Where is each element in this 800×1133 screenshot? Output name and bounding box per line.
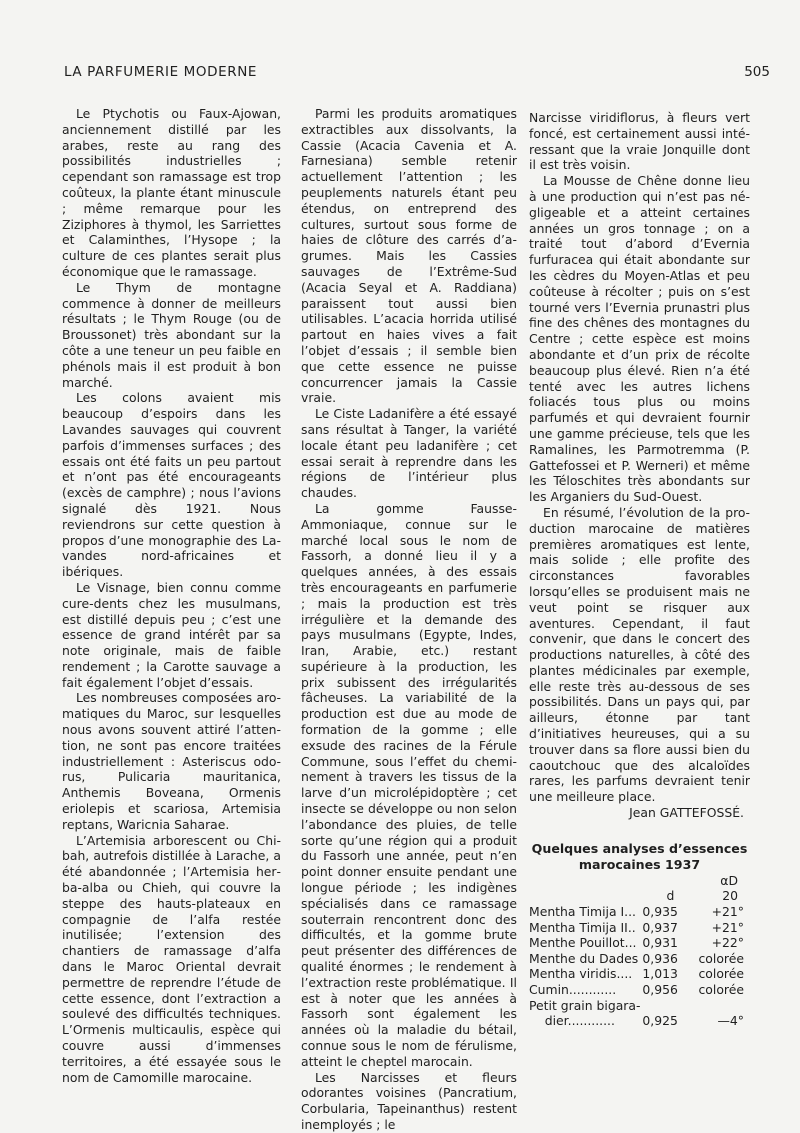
table-row xyxy=(529,920,750,936)
column-right xyxy=(529,110,750,1029)
analyses-table xyxy=(529,873,750,1029)
essence-name: Mentha Timija I... xyxy=(529,904,636,920)
paragraph: Parmi les produits aromatiques extractibles aux dissolvants, la Cassie (Acacia Cavenia et A. Farnesiana) semble retenir actuellement l’attention ; les peuplements naturels étant peu étendus, on entreprend des cultures, surtout sous forme de haies de clôture des carrés d’agrumes. Mais les Cassies sauvages de l’Extrême-Sud (Acacia Seyal et A. Raddiana) paraissent tout aussi bien utilisables. L’acacia horrida utilisé partout en haies vives a fait l’objet d’essais ; il semble bien que cette essence ne puisse concurrencer jamais la Cassie vraie. xyxy=(301,106,517,406)
header-density: d xyxy=(666,888,675,904)
analyses-title-line: marocaines 1937 xyxy=(578,856,701,872)
page-header xyxy=(64,64,770,84)
paragraph: Les Narcisses et fleurs odorantes voisines (Pancratium, Corbularia, Tapeinanthus) restent inemployés ; le xyxy=(301,1069,517,1132)
paragraph: L’Artemisia arborescent ou Chibah, autrefois distillée à Larache, a été abandonnée ; l’Artemisia herba-alba ou Chieh, qui couvre la steppe des hauts-plateaux en compagnie de l’alfa restée inutilisée; l’extension des chantiers de ramassage d’alfa dans le Maroc Oriental devrait permettre de reprendre l’étude de cette essence, dont l’extraction a soulevé des difficultés techniques. L’Ormenis multicaulis, espèce qui couvre aussi d’immenses territoires, a été essayée sous le nom de Camomille marocaine. xyxy=(62,832,281,1085)
essence-rotation: colorée xyxy=(698,982,744,998)
column-middle xyxy=(301,106,517,1133)
essence-density: 0,935 xyxy=(642,904,678,920)
essence-rotation xyxy=(699,998,751,1014)
author-signature: Jean GATTEFOSSÉ. xyxy=(629,805,744,821)
paragraph: Les nombreuses composées aromatiques du Maroc, sur lesquelles nous avons souvent attiré l’attention, ne sont pas encore traitées industriellement : Asteriscus odorus, Pulicaria mauritanica, Anthemis Boveana, Ormenis eriolepis et scariosa, Artemisia reptans, Waricnia Saharae. xyxy=(62,690,281,832)
header-rotation: αD xyxy=(720,872,738,888)
essence-name: Petit grain bigara- xyxy=(529,997,641,1013)
table-header-row xyxy=(529,888,750,904)
column-left xyxy=(62,106,281,1085)
paragraph: En résumé, l’évolution de la production marocaine de matières premières aromatiques est lente, mais solide ; elle profite des circonstances favorables lorsqu’elles se produisent mais ne veut point se risquer aux aventures. Cependant, il faut convenir, que dans le concert des productions naturelles, à côté des plantes médicinales par exemple, elle reste très au-dessous de ses possibilités. Dans un pays qui, par ailleurs, étonne par tant d’initiatives heureuses, qui a su trouver dans sa flore aussi bien du caoutchouc que des alcaloïdes rares, les parfums devraient tenir une meilleure place. xyxy=(529,504,750,805)
essence-density: 0,956 xyxy=(642,982,678,998)
table-row xyxy=(529,1013,750,1029)
essence-density: 1,013 xyxy=(642,966,678,982)
table-row xyxy=(529,935,750,951)
essence-density: 0,931 xyxy=(642,935,678,951)
running-title: LA PARFUMERIE MODERNE xyxy=(64,64,258,80)
essence-rotation: —4° xyxy=(717,1013,744,1029)
table-row xyxy=(529,951,750,967)
table-row xyxy=(529,982,750,998)
table-row xyxy=(529,998,750,1014)
essence-name: dier............ xyxy=(529,1013,615,1029)
table-row xyxy=(529,966,750,982)
essence-density xyxy=(642,998,698,1014)
essence-name: Menthe Pouillot... xyxy=(529,935,637,951)
essence-density: 0,937 xyxy=(642,919,678,935)
table-header-row xyxy=(529,873,750,889)
header-temperature: 20 xyxy=(722,888,738,904)
paragraph: La gomme Fausse-Ammoniaque, connue sur le marché local sous le nom de Fassorh, a donné lieu il y a quelques années, à des essais très encourageants en parfumerie ; mais la production est très irrégulière et la demande des pays musulmans (Egypte, Indes, Iran, Arabie, etc.) restant supérieure à la production, les prix subissent des irrégularités fâcheuses. La variabilité de la production est due au mode de formation de la gomme ; elle exsude des racines de la Férule Commune, sous l’effet du cheminement à travers les tissus de la larve d’un microlépidoptère ; cet insecte se développe ou non selon l’abondance des pluies, de telle sorte qu’une région qui a produit du Fassorh une année, peut n’en point donner ensuite pendant une longue période ; les indigènes spécialisés dans ce ramassage souterrain rencontrent donc des difficultés, et la gomme brute peut présenter des différences de qualité énormes ; le rendement à l’extraction reste problématique. Il est à noter que les années à Fassorh sont également les années où la maladie du bétail, connue sous le nom de férulisme, atteint le cheptel marocain. xyxy=(301,500,517,1069)
page-number: 505 xyxy=(744,64,770,80)
essence-density: 0,925 xyxy=(642,1013,678,1029)
essence-name: Mentha viridis.... xyxy=(529,966,633,982)
essence-name: Mentha Timija II.. xyxy=(529,919,636,935)
paragraph-continued: Narcisse viridiflorus, à fleurs vert foncé, est certainement aussi intéressant que la vraie Jonquille dont il est très voisin. xyxy=(529,110,750,173)
paragraph: Le Ciste Ladanifère a été essayé sans résultat à Tanger, la variété locale étant peu ladanifère ; cet essai serait à reprendre dans les régions de l’intérieur plus chaudes. xyxy=(301,406,517,501)
paragraph: Le Ptychotis ou Faux-Ajowan, anciennement distillé par les arabes, reste au rang des possibilités industrielles ; cependant son ramassage est trop coûteux, la plante étant minuscule ; même remarque pour les Ziziphores à thymol, les Sarriettes et Calaminthes, l’Hysope ; la culture de ces plantes serait plus économique que le ramassage. xyxy=(62,106,281,279)
analyses-title xyxy=(529,841,750,873)
essence-name: Cumin............ xyxy=(529,982,617,998)
essence-rotation: colorée xyxy=(698,950,744,966)
essence-rotation: +22° xyxy=(711,935,744,951)
essence-rotation: +21° xyxy=(711,919,744,935)
table-row xyxy=(529,904,750,920)
essence-rotation: colorée xyxy=(698,966,744,982)
paragraph: Le Visnage, bien connu comme cure-dents chez les musulmans, est distillé depuis peu ; c’est une essence de grand intérêt par sa note originale, mais de faible rendement ; la Carotte sauvage a fait également l’objet d’essais. xyxy=(62,579,281,690)
analyses-title-line: Quelques analyses d’essences xyxy=(531,840,748,856)
essence-rotation: +21° xyxy=(711,904,744,920)
paragraph: Les colons avaient mis beaucoup d’espoirs dans les Lavandes sauvages qui couvrent parfois d’immenses surfaces ; des essais ont été faits un peu partout et n’ont pas été encourageants (excès de camphre) ; nous l’avions signalé dès 1921. Nous reviendrons sur cette question à propos d’une monographie des Lavandes nord-africaines et ibériques. xyxy=(62,390,281,580)
essence-name: Menthe du Dades xyxy=(529,950,639,966)
paragraph: Le Thym de montagne commence à donner de meilleurs résultats ; le Thym Rouge (ou de Broussonet) très abondant sur la côte a une teneur un peu faible en phénols mais il est produit à bon marché. xyxy=(62,279,281,390)
paragraph: La Mousse de Chêne donne lieu à une production qui n’est pas négligeable et a atteint certaines années un gros tonnage ; on a traité tout d’abord d’Evernia furfuracea qui était abondante sur les cèdres du Moyen-Atlas et peu coûteuse à récolter ; puis on s’est tourné vers l’Evernia prunastri plus fine des chênes des montagnes du Centre ; cette espèce est moins abondante et d’un prix de récolte beaucoup plus élevé. Rien n’a été tenté avec les autres lichens foliacés tous plus ou moins parfumés et qui devraient fournir une gamme précieuse, tels que les Ramalines, les Parmotremma (P. Gattefossei et P. Werneri) et même les Téloschites très abondants sur les Arganiers du Sud-Ouest. xyxy=(529,173,750,505)
essence-density: 0,936 xyxy=(642,950,678,966)
